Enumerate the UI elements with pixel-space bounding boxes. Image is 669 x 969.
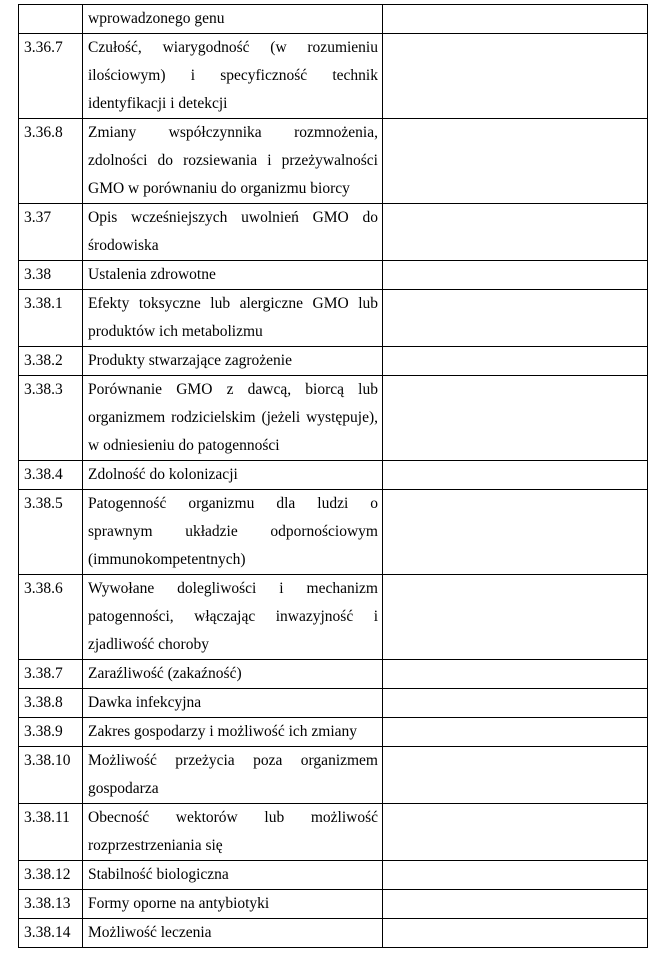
description-line: Efekty toksyczne lub alergiczne GMO lub [88,295,378,312]
description-line: Czułość, wiarygodność (w rozumieniu [88,39,378,56]
row-description [83,660,383,689]
description-line: Zdolność do kolonizacji [88,466,238,483]
row-number: 3.37 [19,204,83,261]
description-line: środowiska [88,237,159,254]
row-number: 3.38.6 [19,575,83,660]
row-answer-cell[interactable] [383,461,648,490]
table-row [19,804,648,861]
row-description [83,490,383,575]
table-row [19,347,648,376]
row-number: 3.38.3 [19,376,83,461]
row-number: 3.36.8 [19,119,83,204]
row-description [83,261,383,290]
row-answer-cell[interactable] [383,890,648,919]
row-answer-cell[interactable] [383,718,648,747]
row-answer-cell[interactable] [383,861,648,890]
description-line: ilościowym) i specyficzność technik [88,67,378,84]
document-table [18,4,648,948]
description-line: sprawnym układzie odpornościowym [88,523,378,540]
table-row [19,119,648,204]
description-line: zdolności do rozsiewania i przeżywalności [88,152,378,169]
row-description [83,718,383,747]
table-row [19,490,648,575]
document-table-body [19,5,648,948]
row-number: 3.38.1 [19,290,83,347]
table-row [19,461,648,490]
row-description [83,204,383,261]
row-number: 3.38.9 [19,718,83,747]
row-number: 3.38 [19,261,83,290]
description-line: Produkty stwarzające zagrożenie [88,352,292,369]
description-line: Możliwość przeżycia poza organizmem [88,752,378,769]
row-description [83,890,383,919]
row-number: 3.38.2 [19,347,83,376]
description-line: Formy oporne na antybiotyki [88,895,270,912]
row-answer-cell[interactable] [383,689,648,718]
description-line: Zakres gospodarzy i możliwość ich zmiany [88,723,358,740]
row-description [83,689,383,718]
row-answer-cell[interactable] [383,119,648,204]
row-answer-cell[interactable] [383,804,648,861]
row-answer-cell[interactable] [383,290,648,347]
description-line: Opis wcześniejszych uwolnień GMO do [88,209,378,226]
row-answer-cell[interactable] [383,575,648,660]
table-row [19,689,648,718]
description-line: gospodarza [88,780,159,797]
description-line: Zmiany współczynnika rozmnożenia, [88,124,378,141]
row-description [83,5,383,34]
row-answer-cell[interactable] [383,919,648,948]
description-line: Stabilność biologiczna [88,866,229,883]
row-number: 3.38.10 [19,747,83,804]
description-line: identyfikacji i detekcji [88,95,228,112]
row-description [83,376,383,461]
row-description [83,461,383,490]
row-answer-cell[interactable] [383,261,648,290]
description-line: Dawka infekcyjna [88,694,202,711]
table-row [19,660,648,689]
description-line: Patogenność organizmu dla ludzi o [88,495,378,512]
row-number: 3.38.5 [19,490,83,575]
description-line: GMO w porównaniu do organizmu biorcy [88,180,350,197]
row-answer-cell[interactable] [383,747,648,804]
table-row [19,575,648,660]
row-description [83,861,383,890]
table-row [19,34,648,119]
row-description [83,804,383,861]
table-row [19,204,648,261]
description-line: Ustalenia zdrowotne [88,266,216,283]
table-row [19,718,648,747]
description-line: wprowadzonego genu [88,10,225,27]
row-number: 3.38.7 [19,660,83,689]
description-line: patogenności, włączając inwazyjność i [88,608,378,625]
row-number: 3.38.11 [19,804,83,861]
row-number: 3.38.4 [19,461,83,490]
row-answer-cell[interactable] [383,34,648,119]
description-line: Obecność wektorów lub możliwość [88,809,378,826]
description-line: Zaraźliwość (zakaźność) [88,665,242,682]
table-row [19,919,648,948]
row-answer-cell[interactable] [383,660,648,689]
row-answer-cell[interactable] [383,347,648,376]
row-description [83,347,383,376]
row-number: 3.38.14 [19,919,83,948]
row-description [83,119,383,204]
row-number: 3.36.7 [19,34,83,119]
description-line: produktów ich metabolizmu [88,323,263,340]
row-number: 3.38.8 [19,689,83,718]
row-description [83,34,383,119]
row-number: 3.38.13 [19,890,83,919]
table-row [19,290,648,347]
table-row [19,890,648,919]
row-description [83,919,383,948]
row-answer-cell[interactable] [383,376,648,461]
row-description [83,575,383,660]
row-number [19,5,83,34]
description-line: rozprzestrzeniania się [88,837,223,854]
row-answer-cell[interactable] [383,204,648,261]
table-row [19,5,648,34]
description-line: organizmem rodzicielskim (jeżeli występuje), [88,409,378,426]
description-line: Porównanie GMO z dawcą, biorcą lub [88,381,378,398]
row-description [83,290,383,347]
row-answer-cell[interactable] [383,490,648,575]
table-row [19,747,648,804]
table-row [19,861,648,890]
row-number: 3.38.12 [19,861,83,890]
table-row [19,376,648,461]
description-line: w odniesieniu do patogenności [88,437,280,454]
description-line: zjadliwość choroby [88,636,209,653]
description-line: Możliwość leczenia [88,924,212,941]
row-answer-cell[interactable] [383,5,648,34]
row-description [83,747,383,804]
description-line: (immunokompetentnych) [88,551,246,568]
description-line: Wywołane dolegliwości i mechanizm [88,580,378,597]
table-row [19,261,648,290]
